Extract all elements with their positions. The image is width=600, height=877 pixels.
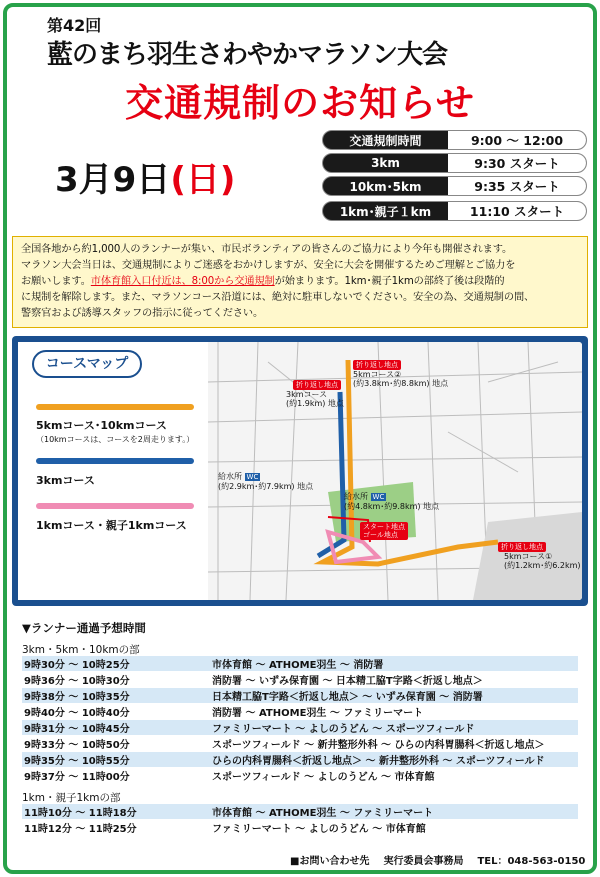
schedule-label: 交通規制時間 bbox=[349, 133, 422, 148]
schedule-label: 10km･5km bbox=[349, 179, 422, 194]
water-station-1 bbox=[218, 472, 313, 491]
legend-label: 5kmコース･10kmコース bbox=[36, 419, 167, 432]
table-row bbox=[22, 656, 578, 671]
pass-route: 市体育館 ～ ATHOME羽生 ～ 消防署 bbox=[212, 660, 384, 671]
schedule-value: 9:35 スタート bbox=[448, 177, 586, 195]
legend-label: 1kmコース・親子1kmコース bbox=[36, 519, 187, 532]
pass-route: 日本精工脇T字路＜折返し地点＞ ～ いずみ保育園 ～ 消防署 bbox=[212, 692, 483, 703]
turn-point-detail bbox=[286, 390, 344, 408]
event-date bbox=[55, 152, 235, 201]
goal-label: ゴール地点 bbox=[363, 531, 398, 539]
pass-route: スポーツフィールド ～ よしのうどん ～ 市体育館 bbox=[212, 772, 435, 783]
table-row bbox=[22, 820, 578, 835]
intro-line: マラソン大会当日は、交通規制によりご迷惑をおかけしますが、安全に大会を開催するためご理解とご協力を bbox=[21, 260, 516, 271]
contact-tel: TEL：048-563-0150 bbox=[477, 856, 586, 867]
pass-time: 9時40分 ～ 10時40分 bbox=[24, 708, 130, 719]
notice-title: 交通規制のお知らせ bbox=[125, 81, 475, 125]
group-title: 3km・5km・10kmの部 bbox=[22, 644, 140, 656]
pass-route: ひらの内科胃腸科＜折返し地点＞ ～ 新井整形外科 ～ スポーツフィールド bbox=[212, 756, 545, 767]
turn-point-distance: (約1.2km･約6.2km) bbox=[504, 561, 581, 570]
schedule-row-regulation bbox=[322, 130, 587, 150]
pass-time: 9時38分 ～ 10時35分 bbox=[24, 692, 130, 703]
table-row bbox=[22, 768, 578, 783]
turn-point-course: 5kmコース② bbox=[353, 370, 402, 379]
legend-note: （10kmコースは、コースを2周走ります。） bbox=[36, 435, 195, 444]
pass-time: 9時30分 ～ 10時25分 bbox=[24, 660, 130, 671]
water-station-name: 給水所 bbox=[218, 472, 242, 481]
pass-time: 9時33分 ～ 10時50分 bbox=[24, 740, 130, 751]
table-row bbox=[22, 804, 578, 819]
pass-time: 11時12分 ～ 11時25分 bbox=[24, 824, 137, 835]
intro-highlight: 市体育館入口付近は、8:00から交通規制 bbox=[90, 276, 275, 287]
intro-notice bbox=[12, 236, 588, 328]
intro-text: が始まります。1km･親子1kmの部終了後は段階的 bbox=[274, 276, 505, 287]
times-title: ▼ランナー通過予想時間 bbox=[22, 621, 146, 635]
schedule-label: 1km･親子１km bbox=[339, 204, 432, 219]
turn-point-course: 5kmコース① bbox=[504, 552, 553, 561]
contact-label: ■お問い合わせ先 bbox=[290, 856, 370, 867]
turn-point-label: 折り返し地点 bbox=[353, 360, 401, 370]
legend-swatch-3km bbox=[36, 458, 194, 464]
legend-swatch-1km bbox=[36, 503, 194, 509]
water-station-distance: (約4.8km･約9.8km) 地点 bbox=[344, 502, 440, 511]
water-station-name: 給水所 bbox=[344, 492, 368, 501]
start-goal-label bbox=[360, 522, 408, 540]
schedule-row-3km bbox=[322, 153, 587, 173]
turn-point-detail bbox=[504, 552, 581, 570]
map-legend bbox=[18, 342, 208, 600]
intro-line bbox=[21, 274, 579, 290]
intro-line: 警察官および誘導スタッフの指示に従ってください。 bbox=[21, 308, 264, 319]
turn-point-label: 折り返し地点 bbox=[293, 380, 341, 390]
date-dow-open: ( bbox=[170, 160, 186, 200]
turn-point-distance: (約3.8km･約8.8km) 地点 bbox=[353, 379, 449, 388]
schedule-value: 9:30 スタート bbox=[448, 154, 586, 172]
table-row bbox=[22, 736, 578, 751]
start-label: スタート地点 bbox=[363, 523, 405, 531]
water-station-2 bbox=[344, 492, 439, 511]
pass-route: スポーツフィールド ～ 新井整形外科 ～ ひらの内科胃腸科＜折返し地点＞ bbox=[212, 740, 545, 751]
water-station-label bbox=[218, 472, 313, 482]
date-month-day: 3月9日 bbox=[55, 160, 171, 200]
group-title: 1km・親子1kmの部 bbox=[22, 792, 121, 804]
table-row bbox=[22, 704, 578, 719]
contact-info bbox=[290, 852, 599, 867]
pass-route: ファミリーマート ～ よしのうどん ～ スポーツフィールド bbox=[212, 724, 475, 735]
turn-point-distance: (約1.9km) 地点 bbox=[286, 399, 344, 408]
turn-point-label: 折り返し地点 bbox=[498, 542, 546, 552]
pass-route: ファミリーマート ～ よしのうどん ～ 市体育館 bbox=[212, 824, 426, 835]
pass-time: 9時36分 ～ 10時30分 bbox=[24, 676, 130, 687]
table-row bbox=[22, 672, 578, 687]
edition-label: 第42回 bbox=[47, 16, 102, 35]
water-station-distance: (約2.9km･約7.9km) 地点 bbox=[218, 482, 314, 491]
course-map bbox=[12, 336, 588, 606]
pass-time: 9時37分 ～ 11時00分 bbox=[24, 772, 130, 783]
intro-text: お願いします。 bbox=[21, 276, 91, 287]
pass-time: 11時10分 ～ 11時18分 bbox=[24, 808, 137, 819]
event-title: 藍のまち羽生さわやかマラソン大会 bbox=[47, 40, 448, 70]
pass-time: 9時31分 ～ 10時45分 bbox=[24, 724, 130, 735]
intro-line: に規制を解除します。また、マラソンコース沿道には、絶対に駐車しないでください。安全の為、交通規制の間、 bbox=[21, 292, 535, 303]
schedule-row-1km bbox=[322, 201, 587, 221]
pass-route: 消防署 ～ ATHOME羽生 ～ ファミリーマート bbox=[212, 708, 424, 719]
contact-org: 実行委員会事務局 bbox=[383, 856, 464, 867]
intro-line: 全国各地から約1,000人のランナーが集い、市民ボランティアの皆さんのご協力により今年も開催されます。 bbox=[21, 244, 513, 255]
wc-badge: WC bbox=[246, 473, 259, 481]
pass-route: 市体育館 ～ ATHOME羽生 ～ ファミリーマート bbox=[212, 808, 434, 819]
water-station-label bbox=[344, 492, 439, 502]
table-row bbox=[22, 688, 578, 703]
schedule-value: 11:10 スタート bbox=[448, 202, 586, 220]
date-dow-close: ) bbox=[219, 160, 236, 200]
pass-route: 消防署 ～ いずみ保育園 ～ 日本精工脇T字路＜折返し地点＞ bbox=[212, 676, 483, 687]
legend-swatch-5km-10km bbox=[36, 404, 194, 410]
schedule-value: 9:00 ～ 12:00 bbox=[448, 131, 586, 149]
date-day-of-week: 日 bbox=[185, 160, 220, 200]
pass-time: 9時35分 ～ 10時55分 bbox=[24, 756, 130, 767]
turn-point-course: 3kmコース bbox=[286, 390, 328, 399]
wc-badge: WC bbox=[372, 493, 385, 501]
table-row bbox=[22, 752, 578, 767]
schedule-label: 3km bbox=[371, 156, 400, 170]
legend-label: 3kmコース bbox=[36, 474, 95, 487]
turn-point-detail bbox=[353, 370, 448, 388]
legend-title: コースマップ bbox=[32, 350, 142, 378]
table-row bbox=[22, 720, 578, 735]
schedule-row-10km-5km bbox=[322, 176, 587, 196]
